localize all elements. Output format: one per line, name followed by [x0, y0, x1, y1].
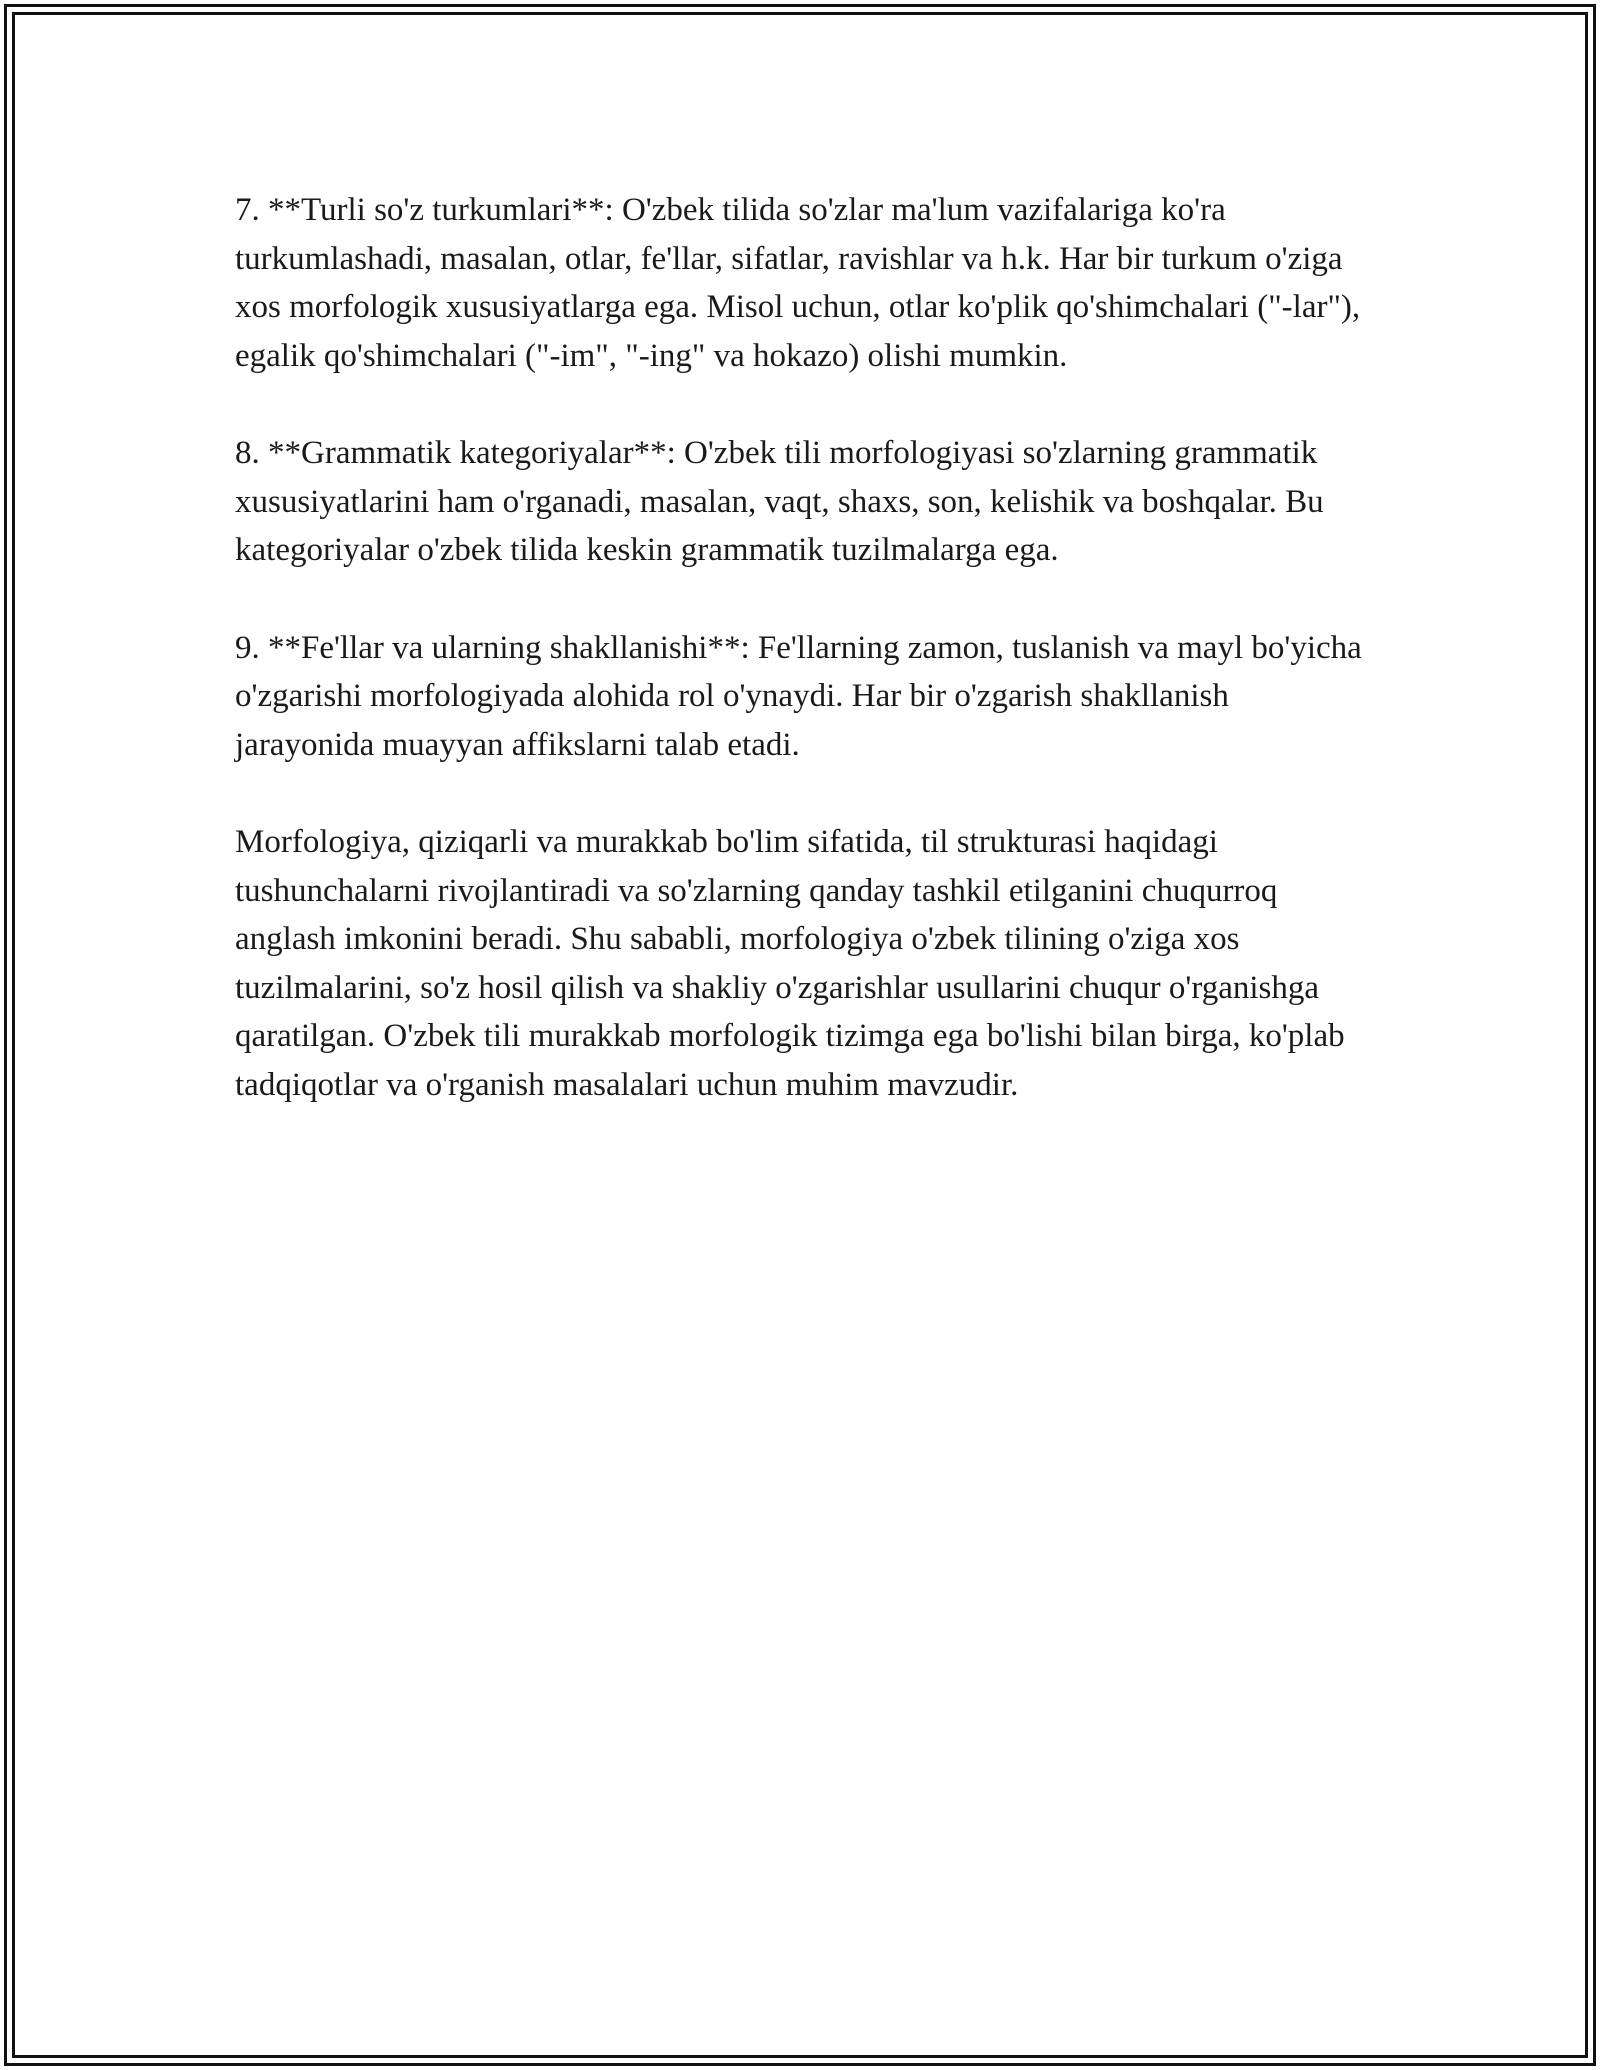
document-body	[235, 186, 1375, 1158]
paragraph-grammatical-categories: 8. **Grammatik kategoriyalar**: O'zbek tili morfologiyasi so'zlarning grammatik xususiyatlarini ham o'rganadi, masalan, vaqt, shaxs, son, kelishik va boshqalar. Bu kategoriyalar o'zbek tilida keskin grammatik tuzilmalarga ega.	[235, 435, 1324, 568]
paragraph-verbs-formation: 9. **Fe'llar va ularning shakllanishi**: Fe'llarning zamon, tuslanish va mayl bo'yicha o'zgarishi morfologiyada alohida rol o'ynaydi. Har bir o'zgarish shakllanish jarayonida muayyan affikslarni talab etadi.	[235, 629, 1362, 763]
paragraph-word-classes: 7. **Turli so'z turkumlari**: O'zbek tilida so'zlar ma'lum vazifalariga ko'ra turkumlashadi, masalan, otlar, fe'llar, sifatlar, ravishlar va h.k. Har bir turkum o'ziga xos morfologik xususiyatlarga ega. Misol uchun, otlar ko'plik qo'shimchalari ("-lar"), egalik qo'shimchalari ("-im", "-ing" va hokazo) olishi mumkin.	[235, 192, 1361, 374]
paragraph-conclusion: Morfologiya, qiziqarli va murakkab bo'lim sifatida, til strukturasi haqidagi tushunchalarni rivojlantiradi va so'zlarning qanday tashkil etilganini chuqurroq anglash imkonini beradi. Shu sababli, morfologiya o'zbek tilining o'ziga xos tuzilmalarini, so'z hosil qilish va shakliy o'zgarishlar usullarini chuqur o'rganishga qaratilgan. O'zbek tili murakkab morfologik tizimga ega bo'lishi bilan birga, ko'plab tadqiqotlar va o'rganish masalalari uchun muhim mavzudir.	[235, 824, 1345, 1103]
